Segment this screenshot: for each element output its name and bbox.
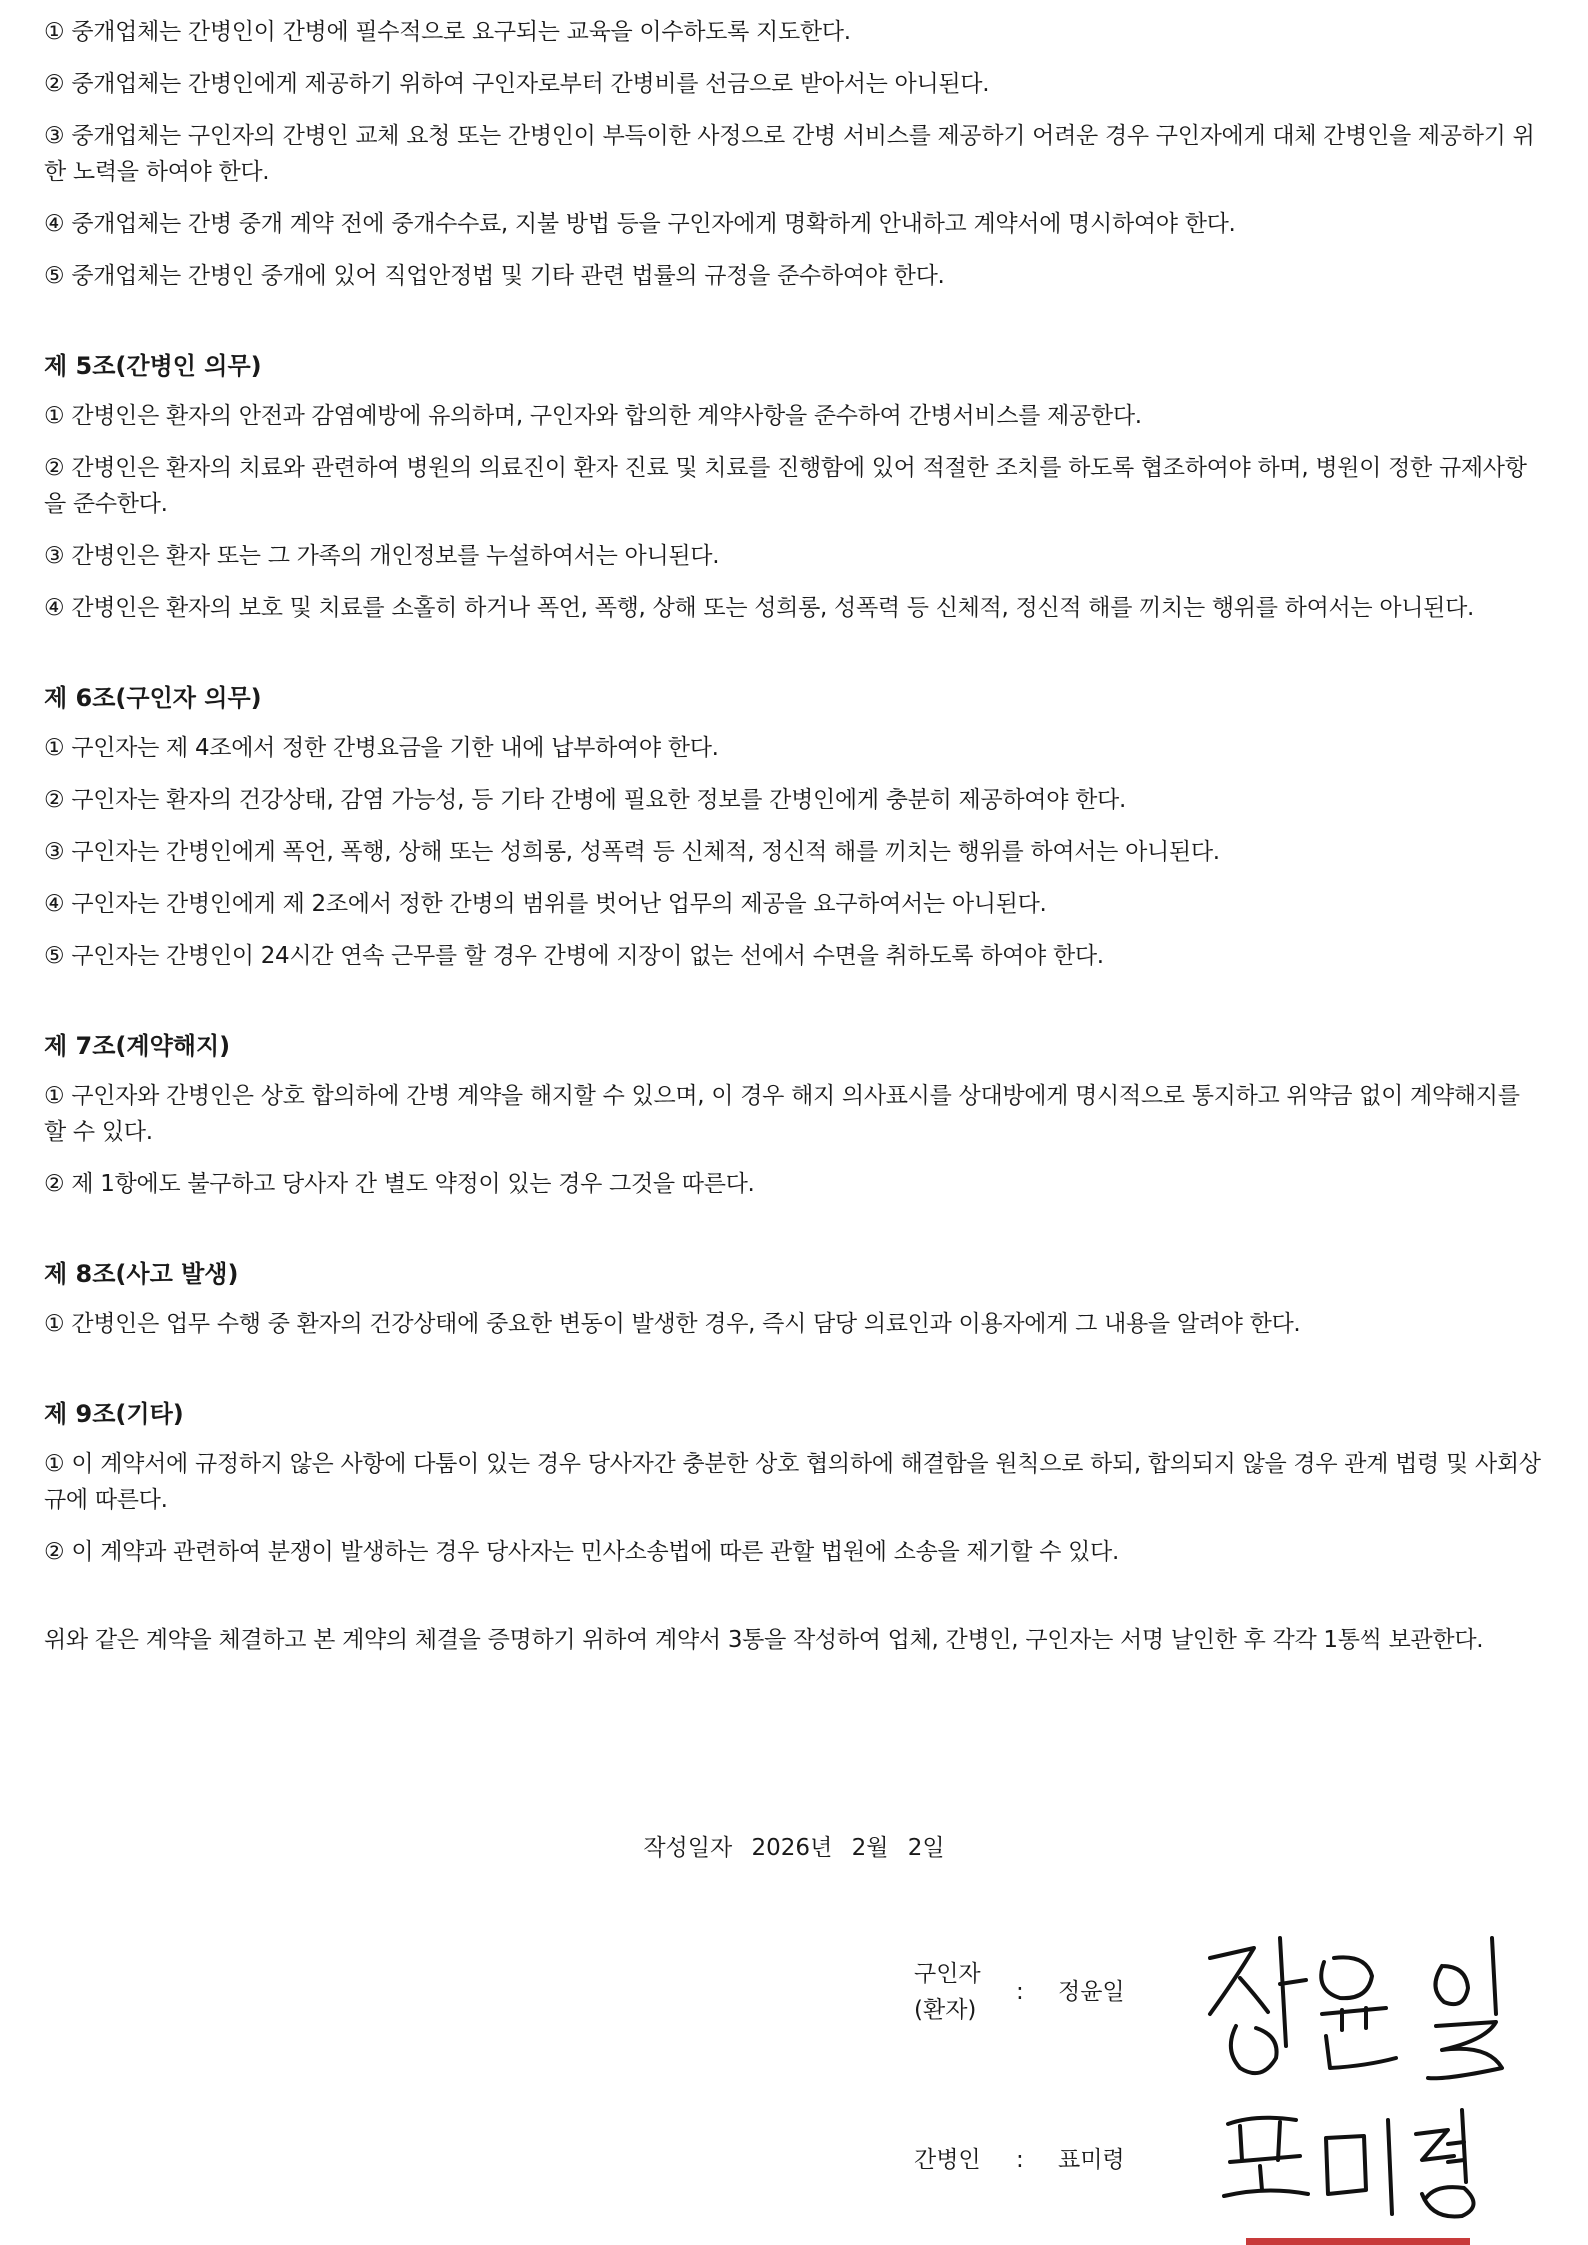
clause-item: ① 간병인은 업무 수행 중 환자의 건강상태에 중요한 변동이 발생한 경우, 즉시 담당 의료인과 이용자에게 그 내용을 알려야 한다. bbox=[44, 1311, 1301, 1337]
article-heading: 제 7조(계약해지) bbox=[44, 1032, 231, 1060]
date-month: 2월 bbox=[851, 1835, 889, 1861]
clause-item: ② 간병인은 환자의 치료와 관련하여 병원의 의료진이 환자 진료 및 치료를 진행함에 있어 적절한 조치를 하도록 협조하여야 하며, 병원이 정한 규제사항을 준수한다. bbox=[44, 455, 1527, 517]
clause-item: ② 이 계약과 관련하여 분쟁이 발생하는 경우 당사자는 민사소송법에 따른 관할 법원에 소송을 제기할 수 있다. bbox=[44, 1539, 1119, 1565]
article-5 bbox=[44, 348, 1544, 626]
clause-item: ⑤ 구인자는 간병인이 24시간 연속 근무를 할 경우 간병에 지장이 없는 선에서 수면을 취하도록 하여야 한다. bbox=[44, 943, 1104, 969]
date-year: 2026년 bbox=[751, 1835, 833, 1861]
intro-clauses bbox=[44, 14, 1544, 294]
caregiver-colon: : bbox=[1016, 2147, 1024, 2173]
caregiver-role: 간병인 bbox=[914, 2147, 981, 2173]
clause-item: ④ 간병인은 환자의 보호 및 치료를 소홀히 하거나 폭언, 폭행, 상해 또는 성희롱, 성폭력 등 신체적, 정신적 해를 끼치는 행위를 하여서는 아니된다. bbox=[44, 595, 1475, 621]
date-label: 작성일자 bbox=[643, 1835, 733, 1861]
article-8 bbox=[44, 1256, 1544, 1342]
client-role bbox=[914, 1956, 981, 2028]
client-colon: : bbox=[1016, 1979, 1024, 2005]
client-role-line1: 구인자 bbox=[914, 1961, 981, 1987]
article-6 bbox=[44, 680, 1544, 974]
article-7 bbox=[44, 1028, 1544, 1202]
contract-body bbox=[44, 14, 1544, 1658]
clause-item: ② 중개업체는 간병인에게 제공하기 위하여 구인자로부터 간병비를 선금으로 받아서는 아니된다. bbox=[44, 71, 990, 97]
client-role-line2: (환자) bbox=[914, 1997, 977, 2023]
clause-item: ④ 구인자는 간병인에게 제 2조에서 정한 간병의 범위를 벗어난 업무의 제공을 요구하여서는 아니된다. bbox=[44, 891, 1047, 917]
clause-item: ③ 간병인은 환자 또는 그 가족의 개인정보를 누설하여서는 아니된다. bbox=[44, 543, 720, 569]
clause-item: ③ 중개업체는 구인자의 간병인 교체 요청 또는 간병인이 부득이한 사정으로 간병 서비스를 제공하기 어려운 경우 구인자에게 대체 간병인을 제공하기 위한 노력을 하여야 한다. bbox=[44, 123, 1535, 185]
clause-item: ① 이 계약서에 규정하지 않은 사항에 다툼이 있는 경우 당사자간 충분한 상호 협의하에 해결함을 원칙으로 하되, 합의되지 않을 경우 관계 법령 및 사회상규에 따른다. bbox=[44, 1451, 1541, 1513]
closing-statement: 위와 같은 계약을 체결하고 본 계약의 체결을 증명하기 위하여 계약서 3통을 작성하여 업체, 간병인, 구인자는 서명 날인한 후 각각 1통씩 보관한다. bbox=[44, 1627, 1484, 1653]
article-heading: 제 8조(사고 발생) bbox=[44, 1260, 239, 1288]
client-name: 정윤일 bbox=[1058, 1979, 1125, 2005]
article-heading: 제 9조(기타) bbox=[44, 1400, 184, 1428]
article-9 bbox=[44, 1396, 1544, 1570]
article-heading: 제 5조(간병인 의무) bbox=[44, 352, 262, 380]
clause-item: ③ 구인자는 간병인에게 폭언, 폭행, 상해 또는 성희롱, 성폭력 등 신체적, 정신적 해를 끼치는 행위를 하여서는 아니된다. bbox=[44, 839, 1220, 865]
clause-item: ① 간병인은 환자의 안전과 감염예방에 유의하며, 구인자와 합의한 계약사항을 준수하여 간병서비스를 제공한다. bbox=[44, 403, 1142, 429]
caregiver-signature bbox=[1216, 2086, 1536, 2236]
caregiver-name: 표미령 bbox=[1058, 2147, 1125, 2173]
client-signature bbox=[1196, 1918, 1536, 2098]
clause-item: ② 구인자는 환자의 건강상태, 감염 가능성, 등 기타 간병에 필요한 정보를 간병인에게 충분히 제공하여야 한다. bbox=[44, 787, 1126, 813]
clause-item: ① 중개업체는 간병인이 간병에 필수적으로 요구되는 교육을 이수하도록 지도한다. bbox=[44, 19, 851, 45]
clause-item: ① 구인자는 제 4조에서 정한 간병요금을 기한 내에 납부하여야 한다. bbox=[44, 735, 719, 761]
clause-item: ① 구인자와 간병인은 상호 합의하에 간병 계약을 해지할 수 있으며, 이 경우 해지 의사표시를 상대방에게 명시적으로 통지하고 위약금 없이 계약해지를 할 수 있다. bbox=[44, 1083, 1520, 1145]
article-heading: 제 6조(구인자 의무) bbox=[44, 684, 262, 712]
signing-date bbox=[0, 1830, 1588, 1866]
seal-stamp-edge bbox=[1246, 2238, 1470, 2245]
clause-item: ④ 중개업체는 간병 중개 계약 전에 중개수수료, 지불 방법 등을 구인자에게 명확하게 안내하고 계약서에 명시하여야 한다. bbox=[44, 211, 1236, 237]
clause-item: ⑤ 중개업체는 간병인 중개에 있어 직업안정법 및 기타 관련 법률의 규정을 준수하여야 한다. bbox=[44, 263, 945, 289]
date-day: 2일 bbox=[907, 1835, 945, 1861]
clause-item: ② 제 1항에도 불구하고 당사자 간 별도 약정이 있는 경우 그것을 따른다. bbox=[44, 1171, 755, 1197]
